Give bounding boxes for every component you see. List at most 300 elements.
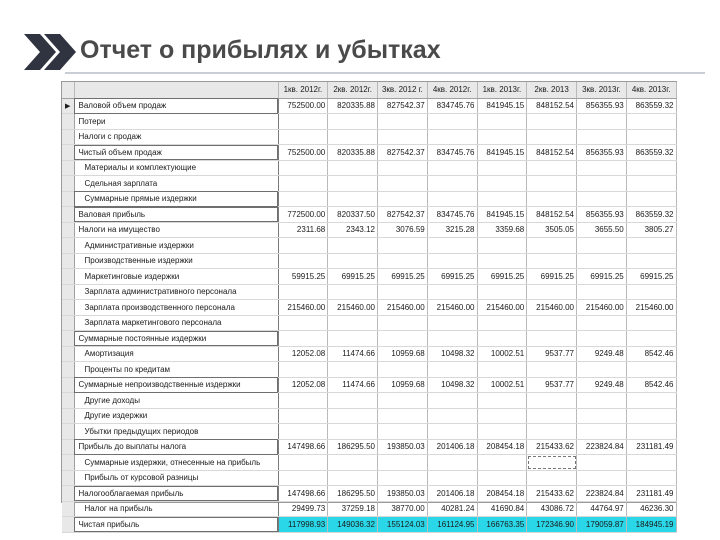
row-selector[interactable] [62,470,74,486]
header-row [62,82,676,98]
column-header[interactable]: 4кв. 2013г. [626,82,676,98]
row-selector[interactable] [62,222,74,238]
value-cell[interactable] [278,253,328,269]
value-cell[interactable]: 10002.51 [477,377,527,393]
value-cell[interactable] [477,284,527,300]
value-cell[interactable] [626,424,676,440]
row-selector[interactable] [62,424,74,440]
value-cell[interactable]: 184945.19 [626,517,676,533]
value-cell[interactable]: 43086.72 [527,501,577,517]
value-cell[interactable] [328,331,378,347]
value-cell[interactable] [378,129,428,145]
value-cell[interactable] [577,393,627,409]
value-cell[interactable] [427,315,477,331]
value-cell[interactable] [278,160,328,176]
value-cell[interactable]: 208454.18 [477,486,527,502]
value-cell[interactable]: 215433.62 [527,439,577,455]
value-cell[interactable] [328,315,378,331]
row-label[interactable]: Зарплата маркетингового персонала [74,315,278,331]
value-cell[interactable] [527,315,577,331]
row-selector[interactable] [62,114,74,130]
value-cell[interactable] [427,129,477,145]
value-cell[interactable] [427,362,477,378]
value-cell[interactable] [577,408,627,424]
value-cell[interactable] [626,238,676,254]
table-row [62,269,676,285]
value-cell[interactable] [477,114,527,130]
value-cell[interactable] [278,191,328,207]
value-cell[interactable] [378,160,428,176]
column-header[interactable]: 2кв. 2013 [527,82,577,98]
value-cell[interactable] [328,362,378,378]
value-cell[interactable]: 827542.37 [378,207,428,223]
value-cell[interactable]: 9537.77 [527,377,577,393]
table-row [62,517,676,533]
value-cell[interactable] [626,408,676,424]
value-cell[interactable] [577,129,627,145]
value-cell[interactable] [626,160,676,176]
row-selector[interactable] [62,455,74,471]
row-label[interactable]: Другие издержки [74,408,278,424]
row-label[interactable]: Маркетинговые издержки [74,269,278,285]
value-cell[interactable]: 29499.73 [278,501,328,517]
value-cell[interactable] [427,424,477,440]
value-cell[interactable]: 69915.25 [477,269,527,285]
profit-loss-table [62,82,677,533]
value-cell[interactable]: 231181.49 [626,439,676,455]
value-cell[interactable] [577,238,627,254]
value-cell[interactable] [378,284,428,300]
value-cell[interactable] [477,362,527,378]
value-cell[interactable] [527,191,577,207]
value-cell[interactable] [577,331,627,347]
value-cell[interactable]: 215460.00 [527,300,577,316]
value-cell[interactable]: 820337.50 [328,207,378,223]
value-cell[interactable] [378,315,428,331]
value-cell[interactable]: 41690.84 [477,501,527,517]
table-row [62,470,676,486]
value-cell[interactable]: 752500.00 [278,145,328,161]
value-cell[interactable]: 215460.00 [577,300,627,316]
value-cell[interactable]: 3505.05 [527,222,577,238]
value-cell[interactable] [626,114,676,130]
row-selector[interactable] [62,160,74,176]
value-cell[interactable] [427,408,477,424]
value-cell[interactable] [527,253,577,269]
value-cell[interactable]: 820335.88 [328,145,378,161]
value-cell[interactable] [477,238,527,254]
value-cell[interactable] [527,284,577,300]
value-cell[interactable]: 69915.25 [527,269,577,285]
column-header[interactable]: 1кв. 2013г. [477,82,527,98]
page-title: Отчет о прибылях и убытках [80,36,441,64]
value-cell[interactable]: 179059.87 [577,517,627,533]
value-cell[interactable] [527,362,577,378]
value-cell[interactable]: 117998.93 [278,517,328,533]
value-cell[interactable] [328,470,378,486]
value-cell[interactable]: 3215.28 [427,222,477,238]
value-cell[interactable] [626,176,676,192]
row-selector[interactable] [62,377,74,393]
value-cell[interactable] [427,191,477,207]
value-cell[interactable] [427,160,477,176]
value-cell[interactable]: 856355.93 [577,207,627,223]
value-cell[interactable] [328,253,378,269]
row-selector[interactable] [62,300,74,316]
value-cell[interactable] [328,114,378,130]
row-label[interactable]: Суммарные непроизводственные издержки [74,377,278,393]
row-label[interactable]: Суммарные постоянные издержки [74,331,278,347]
row-selector[interactable] [62,315,74,331]
value-cell[interactable] [527,129,577,145]
value-cell[interactable] [378,191,428,207]
value-cell[interactable]: 147498.66 [278,486,328,502]
value-cell[interactable]: 59915.25 [278,269,328,285]
row-label[interactable]: Сдельная зарплата [74,176,278,192]
value-cell[interactable] [378,331,428,347]
value-cell[interactable] [378,238,428,254]
row-selector[interactable] [62,176,74,192]
value-cell[interactable] [477,408,527,424]
value-cell[interactable] [477,253,527,269]
value-cell[interactable]: 11474.66 [328,346,378,362]
value-cell[interactable] [328,424,378,440]
row-label[interactable]: Суммарные прямые издержки [74,191,278,207]
row-selector[interactable] [62,284,74,300]
value-cell[interactable] [477,331,527,347]
value-cell[interactable] [278,176,328,192]
value-cell[interactable]: 69915.25 [328,269,378,285]
row-selector[interactable] [62,129,74,145]
value-cell[interactable] [527,470,577,486]
value-cell[interactable]: 155124.03 [378,517,428,533]
value-cell[interactable] [626,362,676,378]
value-cell[interactable] [527,455,577,471]
row-label[interactable]: Убытки предыдущих периодов [74,424,278,440]
value-cell[interactable] [427,114,477,130]
table-row [62,207,676,223]
report-grid [61,81,677,529]
value-cell[interactable] [378,393,428,409]
table-row [62,222,676,238]
row-label[interactable]: Прибыль от курсовой разницы [74,470,278,486]
value-cell[interactable]: 3076.59 [378,222,428,238]
value-cell[interactable]: 848152.54 [527,145,577,161]
value-cell[interactable]: 223824.84 [577,439,627,455]
value-cell[interactable] [577,424,627,440]
value-cell[interactable] [577,176,627,192]
row-label[interactable]: Материалы и комплектующие [74,160,278,176]
row-label[interactable]: Производственные издержки [74,253,278,269]
row-label[interactable]: Амортизация [74,346,278,362]
value-cell[interactable]: 69915.25 [378,269,428,285]
value-cell[interactable] [577,160,627,176]
row-label[interactable]: Налог на прибыль [74,501,278,517]
row-selector[interactable] [62,517,74,533]
value-cell[interactable]: 8542.46 [626,346,676,362]
row-label[interactable]: Зарплата производственного персонала [74,300,278,316]
value-cell[interactable] [278,470,328,486]
value-cell[interactable]: 9537.77 [527,346,577,362]
value-cell[interactable]: 856355.93 [577,145,627,161]
value-cell[interactable] [527,176,577,192]
value-cell[interactable] [328,284,378,300]
value-cell[interactable] [427,393,477,409]
value-cell[interactable]: 215460.00 [328,300,378,316]
row-label[interactable]: Валовой объем продаж [74,98,278,114]
value-cell[interactable]: 827542.37 [378,98,428,114]
value-cell[interactable] [626,284,676,300]
value-cell[interactable]: 841945.15 [477,145,527,161]
value-cell[interactable] [328,160,378,176]
value-cell[interactable]: 2311.68 [278,222,328,238]
value-cell[interactable] [527,238,577,254]
table-row [62,377,676,393]
value-cell[interactable] [527,160,577,176]
value-cell[interactable] [626,470,676,486]
value-cell[interactable] [278,129,328,145]
row-selector[interactable] [62,393,74,409]
row-selector[interactable] [62,408,74,424]
value-cell[interactable] [328,129,378,145]
value-cell[interactable] [427,253,477,269]
value-cell[interactable]: 201406.18 [427,486,477,502]
value-cell[interactable]: 12052.08 [278,377,328,393]
value-cell[interactable] [427,455,477,471]
value-cell[interactable] [577,284,627,300]
value-cell[interactable] [626,129,676,145]
value-cell[interactable] [378,253,428,269]
value-cell[interactable]: 3359.68 [477,222,527,238]
value-cell[interactable] [378,408,428,424]
value-cell[interactable]: 215433.62 [527,486,577,502]
value-cell[interactable] [278,408,328,424]
table-row [62,315,676,331]
row-label[interactable]: Проценты по кредитам [74,362,278,378]
value-cell[interactable]: 9249.48 [577,346,627,362]
value-cell[interactable] [427,284,477,300]
value-cell[interactable]: 193850.03 [378,439,428,455]
value-cell[interactable] [328,191,378,207]
value-cell[interactable] [477,176,527,192]
value-cell[interactable] [378,362,428,378]
row-selector[interactable] [62,486,74,502]
value-cell[interactable] [477,160,527,176]
value-cell[interactable]: 834745.76 [427,145,477,161]
value-cell[interactable] [577,455,627,471]
column-header[interactable]: 3кв. 2013г. [577,82,627,98]
value-cell[interactable]: 186295.50 [328,439,378,455]
value-cell[interactable]: 37259.18 [328,501,378,517]
value-cell[interactable]: 848152.54 [527,98,577,114]
value-cell[interactable]: 44764.97 [577,501,627,517]
value-cell[interactable]: 834745.76 [427,207,477,223]
value-cell[interactable] [427,176,477,192]
value-cell[interactable]: 12052.08 [278,346,328,362]
value-cell[interactable]: 2343.12 [328,222,378,238]
value-cell[interactable] [527,393,577,409]
value-cell[interactable]: 3655.50 [577,222,627,238]
value-cell[interactable] [477,470,527,486]
value-cell[interactable]: 69915.25 [626,269,676,285]
row-label[interactable]: Прибыль до выплаты налога [74,439,278,455]
row-selector[interactable] [62,362,74,378]
value-cell[interactable] [527,331,577,347]
value-cell[interactable] [577,470,627,486]
value-cell[interactable] [378,470,428,486]
row-label[interactable]: Чистый объем продаж [74,145,278,161]
value-cell[interactable]: 69915.25 [427,269,477,285]
row-selector[interactable] [62,439,74,455]
value-cell[interactable] [328,238,378,254]
value-cell[interactable] [477,315,527,331]
value-cell[interactable] [328,393,378,409]
row-selector[interactable] [62,207,74,223]
value-cell[interactable]: 848152.54 [527,207,577,223]
value-cell[interactable] [527,424,577,440]
value-cell[interactable] [577,362,627,378]
value-cell[interactable] [427,238,477,254]
value-cell[interactable]: 193850.03 [378,486,428,502]
value-cell[interactable] [278,393,328,409]
column-header[interactable]: 3кв. 2012 г. [378,82,428,98]
value-cell[interactable]: 834745.76 [427,98,477,114]
value-cell[interactable] [427,470,477,486]
value-cell[interactable] [278,284,328,300]
value-cell[interactable]: 856355.93 [577,98,627,114]
value-cell[interactable]: 223824.84 [577,486,627,502]
row-label[interactable]: Потери [74,114,278,130]
row-selector[interactable] [62,238,74,254]
value-cell[interactable]: 10959.68 [378,346,428,362]
value-cell[interactable]: 172346.90 [527,517,577,533]
value-cell[interactable] [427,331,477,347]
value-cell[interactable]: 38770.00 [378,501,428,517]
row-label[interactable]: Административные издержки [74,238,278,254]
value-cell[interactable]: 46236.30 [626,501,676,517]
value-cell[interactable]: 10959.68 [378,377,428,393]
row-label[interactable]: Другие доходы [74,393,278,409]
column-header[interactable]: 1кв. 2012г. [278,82,328,98]
current-row-pointer-icon[interactable]: ▶ [62,98,74,114]
row-label[interactable]: Чистая прибыль [74,517,278,533]
value-cell[interactable]: 161124.95 [427,517,477,533]
value-cell[interactable]: 147498.66 [278,439,328,455]
row-selector[interactable] [62,501,74,517]
value-cell[interactable]: 40281.24 [427,501,477,517]
value-cell[interactable] [626,315,676,331]
value-cell[interactable] [626,455,676,471]
value-cell[interactable] [527,114,577,130]
column-header[interactable]: 2кв. 2012г. [328,82,378,98]
value-cell[interactable] [577,114,627,130]
value-cell[interactable]: 215460.00 [477,300,527,316]
value-cell[interactable] [626,253,676,269]
value-cell[interactable]: 863559.32 [626,207,676,223]
value-cell[interactable]: 863559.32 [626,145,676,161]
row-selector[interactable] [62,253,74,269]
value-cell[interactable]: 69915.25 [577,269,627,285]
value-cell[interactable]: 186295.50 [328,486,378,502]
value-cell[interactable] [626,331,676,347]
value-cell[interactable]: 8542.46 [626,377,676,393]
row-selector[interactable] [62,269,74,285]
value-cell[interactable]: 827542.37 [378,145,428,161]
value-cell[interactable] [328,176,378,192]
row-label[interactable]: Валовая прибыль [74,207,278,223]
value-cell[interactable] [278,331,328,347]
value-cell[interactable]: 215460.00 [427,300,477,316]
value-cell[interactable]: 215460.00 [278,300,328,316]
value-cell[interactable]: 841945.15 [477,98,527,114]
value-cell[interactable] [577,315,627,331]
value-cell[interactable]: 863559.32 [626,98,676,114]
value-cell[interactable] [328,408,378,424]
value-cell[interactable]: 208454.18 [477,439,527,455]
value-cell[interactable]: 9249.48 [577,377,627,393]
value-cell[interactable]: 820335.88 [328,98,378,114]
value-cell[interactable] [278,455,328,471]
value-cell[interactable] [626,393,676,409]
value-cell[interactable] [477,393,527,409]
row-label[interactable]: Налогооблагаемая прибыль [74,486,278,502]
value-cell[interactable]: 149036.32 [328,517,378,533]
row-selector[interactable] [62,145,74,161]
value-cell[interactable]: 231181.49 [626,486,676,502]
value-cell[interactable] [328,455,378,471]
row-label[interactable]: Налоги на имущество [74,222,278,238]
value-cell[interactable] [527,408,577,424]
row-selector[interactable] [62,346,74,362]
value-cell[interactable]: 11474.66 [328,377,378,393]
value-cell[interactable] [378,424,428,440]
value-cell[interactable]: 166763.35 [477,517,527,533]
value-cell[interactable]: 3805.27 [626,222,676,238]
value-cell[interactable] [626,191,676,207]
value-cell[interactable]: 841945.15 [477,207,527,223]
value-cell[interactable]: 201406.18 [427,439,477,455]
row-label[interactable]: Суммарные издержки, отнесенные на прибыль [74,455,278,471]
value-cell[interactable] [278,238,328,254]
value-cell[interactable]: 752500.00 [278,98,328,114]
value-cell[interactable] [477,424,527,440]
value-cell[interactable] [278,114,328,130]
value-cell[interactable] [477,129,527,145]
value-cell[interactable]: 10498.32 [427,377,477,393]
value-cell[interactable] [477,455,527,471]
value-cell[interactable] [577,253,627,269]
value-cell[interactable] [278,362,328,378]
row-label[interactable]: Зарплата административного персонала [74,284,278,300]
value-cell[interactable] [278,315,328,331]
value-cell[interactable]: 215460.00 [378,300,428,316]
value-cell[interactable] [278,424,328,440]
value-cell[interactable] [378,455,428,471]
row-selector[interactable] [62,191,74,207]
value-cell[interactable] [378,114,428,130]
value-cell[interactable] [477,191,527,207]
value-cell[interactable]: 772500.00 [278,207,328,223]
value-cell[interactable]: 10002.51 [477,346,527,362]
row-selector[interactable] [62,331,74,347]
value-cell[interactable]: 10498.32 [427,346,477,362]
table-row [62,455,676,471]
value-cell[interactable] [378,176,428,192]
value-cell[interactable] [577,191,627,207]
value-cell[interactable]: 215460.00 [626,300,676,316]
column-header[interactable]: 4кв. 2012г. [427,82,477,98]
row-label[interactable]: Налоги с продаж [74,129,278,145]
